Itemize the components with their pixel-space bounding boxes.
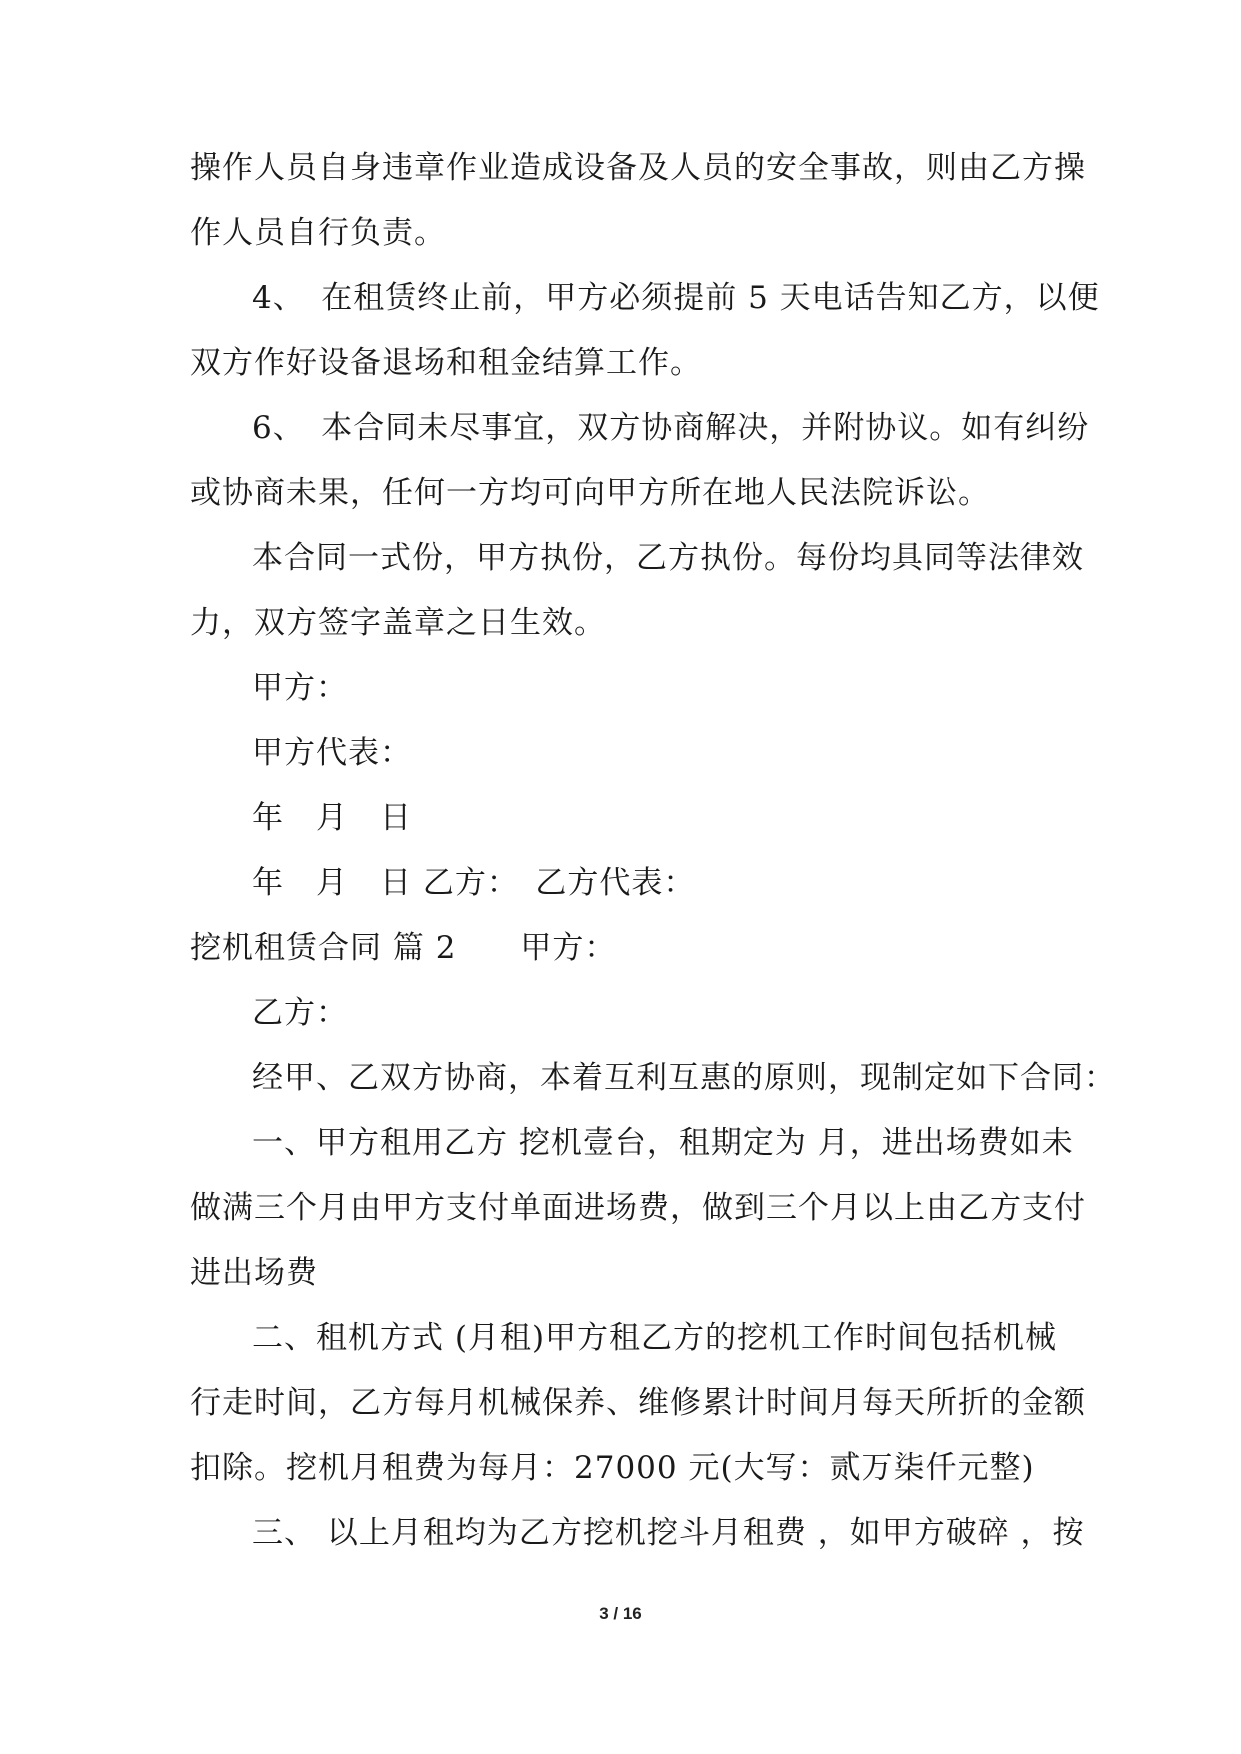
- text-line: 作人员自行负责。: [190, 215, 446, 251]
- date-signature-line: 年 月 日 乙方： 乙方代表：: [252, 865, 696, 901]
- text-line: 或协商未果，任何一方均可向甲方所在地人民法院诉讼。: [190, 475, 990, 511]
- text-line: 进出场费: [190, 1255, 318, 1291]
- text-line: 扣除。挖机月租费为每月：27000 元(大写：贰万柒仟元整): [190, 1450, 1035, 1486]
- text-line: 经甲、乙双方协商，本着互利互惠的原则，现制定如下合同：: [252, 1060, 1116, 1096]
- section-heading: 挖机租赁合同 篇 2 甲方：: [190, 930, 617, 966]
- text-line: 操作人员自身违章作业造成设备及人员的安全事故，则由乙方操: [190, 150, 1086, 186]
- party-b-label: 乙方：: [252, 995, 348, 1031]
- party-a-label: 甲方：: [252, 670, 348, 706]
- text-line: 二、租机方式 (月租)甲方租乙方的挖机工作时间包括机械: [252, 1320, 1058, 1356]
- text-line: 力，双方签字盖章之日生效。: [190, 605, 606, 641]
- text-line: 双方作好设备退场和租金结算工作。: [190, 345, 702, 381]
- page-number: 3 / 16: [599, 1604, 642, 1623]
- text-line: 一、甲方租用乙方 挖机壹台，租期定为 月，进出场费如未: [252, 1125, 1074, 1161]
- text-line: 行走时间，乙方每月机械保养、维修累计时间月每天所折的金额: [190, 1385, 1086, 1421]
- text-line: 4、 在租赁终止前，甲方必须提前 5 天电话告知乙方，以便: [252, 280, 1100, 316]
- date-line: 年 月 日: [252, 800, 412, 836]
- text-line: 做满三个月由甲方支付单面进场费，做到三个月以上由乙方支付: [190, 1190, 1086, 1226]
- text-line: 三、 以上月租均为乙方挖机挖斗月租费 ，如甲方破碎 ，按: [252, 1515, 1085, 1551]
- party-a-representative-label: 甲方代表：: [252, 735, 412, 771]
- text-line: 本合同一式份，甲方执份，乙方执份。每份均具同等法律效: [252, 540, 1084, 576]
- text-line: 6、 本合同未尽事宜，双方协商解决，并附协议。如有纠纷: [252, 410, 1090, 446]
